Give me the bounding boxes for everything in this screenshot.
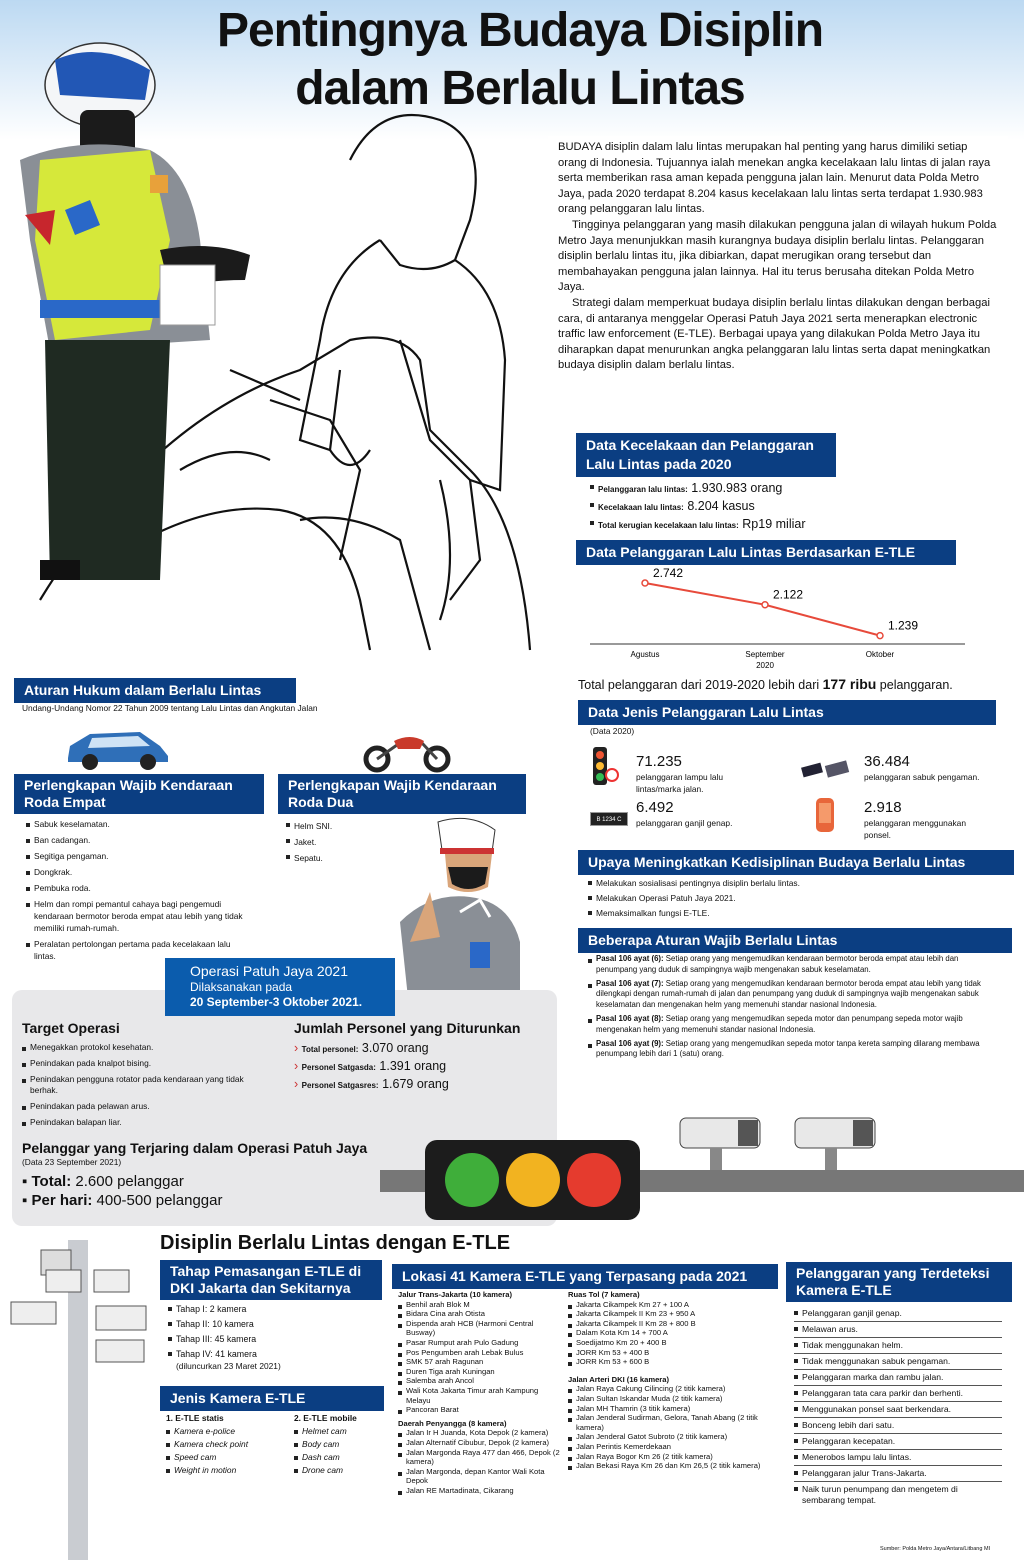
list-item: Segitiga pengaman. [26, 850, 246, 862]
data-2020-list [590, 480, 890, 534]
list-item: Naik turun penumpang dan mengetem di sembarang tempat. [794, 1482, 1002, 1508]
list-item: Pasal 106 ayat (8): Setiap orang yang mengemudikan sepeda motor dan penumpang sepeda motor wajib mengenakan helm yang memenuhi standar nasional Indonesia. [588, 1014, 998, 1036]
list-item: Jalan Margonda Raya 477 dan 466, Depok (2 kamera) [398, 1448, 563, 1467]
list-item: Pembuka roda. [26, 882, 246, 894]
terjaring-row: ▪ Total: 2.600 pelanggar [22, 1173, 184, 1190]
list-item: Jalan Margonda, depan Kantor Wali Kota Depok [398, 1467, 563, 1486]
aturan-wajib-header: Beberapa Aturan Wajib Berlalu Lintas [578, 928, 1012, 953]
list-item: Sabuk keselamatan. [26, 818, 246, 830]
list-item: Wali Kota Jakarta Timur arah Kampung Melayu [398, 1386, 563, 1405]
upaya-header: Upaya Meningkatkan Kedisiplinan Budaya Berlalu Lintas [578, 850, 1014, 875]
list-item: Jalan Bekasi Raya Km 26 dan Km 26,5 (2 titik kamera) [568, 1461, 778, 1471]
list-item: Tahap III: 45 kamera [168, 1332, 378, 1347]
list-item: Speed cam [166, 1451, 286, 1464]
list-item: Salemba arah Ancol [398, 1376, 563, 1386]
jenis-kamera-header: Jenis Kamera E-TLE [160, 1386, 384, 1411]
list-item: Dash cam [294, 1451, 394, 1464]
list-item: Penindakan pada pelawan arus. [22, 1101, 262, 1112]
list-item: Sepatu. [286, 850, 406, 866]
list-item: Jakarta Cikampek II Km 23 + 950 A [568, 1309, 778, 1319]
traffic-light-cameras-illustration [380, 1110, 1024, 1220]
list-item: Pelanggaran jalur Trans-Jakarta. [794, 1466, 1002, 1482]
data-point [877, 633, 883, 639]
camera-pole-illustration [6, 1240, 156, 1560]
list-item: Benhil arah Blok M [398, 1300, 563, 1310]
upaya-list [588, 876, 988, 921]
list-item: Menerobos lampu lalu lintas. [794, 1450, 1002, 1466]
roda4-header: Perlengkapan Wajib Kendaraan Roda Empat [14, 774, 264, 814]
phone-icon [814, 796, 838, 836]
jenis-header: Data Jenis Pelanggaran Lalu Lintas [578, 700, 996, 725]
x-tick-label: September [745, 650, 785, 659]
terjaring: Pelanggar yang Terjaring dalam Operasi Patuh Jaya (Data 23 September 2021) ▪ Total: 2.600 pelanggar ▪ Per hari: 400-500 pelanggar [22, 1140, 422, 1210]
operasi-banner: Operasi Patuh Jaya 2021 Dilaksanakan pada 20 September-3 Oktober 2021. [165, 958, 395, 1016]
data-2020-header: Data Kecelakaan dan Pelanggaran Lalu Lintas pada 2020 [576, 433, 836, 477]
list-item: Jalan Raya Bogor Km 26 (2 titik kamera) [568, 1452, 778, 1462]
x-tick-label: Oktober [865, 650, 895, 659]
list-item: Jalan Alternatif Cibubur, Depok (2 kamera) [398, 1438, 563, 1448]
personel: Jumlah Personel yang Diturunkan › Total personel: 3.070 orang › Personel Satgasda: 1.391 orang › Personel Satgasres: 1.679 orang [294, 1020, 554, 1094]
aturan-wajib-list [588, 954, 998, 1060]
list-item: Peralatan pertolongan pertama pada kecelakaan lalu lintas. [26, 938, 246, 962]
license-plate-icon: B 1234 C [590, 812, 628, 826]
data-label: 1.239 [888, 618, 919, 633]
seatbelt-icon [800, 755, 852, 785]
list-item: Helmet cam [294, 1425, 394, 1438]
list-item: Pasal 106 ayat (7): Setiap orang yang mengemudikan kendaraan bermotor beroda empat atau lebih yang tidak dilengkapi dengan rumah-rumah di jalan dan penumpang yang duduk di sampingnya wajib mengenakan sabuk keselamatan dan mengenakan helm yang memenuhi standar nasional Indonesia. [588, 979, 998, 1011]
list-item: Kamera e-police [166, 1425, 286, 1438]
jenis-item-sabuk: 36.484 pelanggaran sabuk pengaman. [864, 753, 980, 782]
intro-paragraph-1: BUDAYA disiplin dalam lalu lintas merupakan hal penting yang harus dimiliki setiap orang di Indonesia. Tujuannya ialah menekan angka kecelakaan lalu lintas di jalan raya serta memberikan rasa aman kepada pengguna jalan lain. Menurut data Polda Metro Jaya, pada 2020 terdapat 8.204 kasus kecelakaan lalu lintas serta terdapat 1.930.983 orang pelanggaran lalu lintas. [558, 141, 991, 216]
x-year-label: 2020 [756, 661, 774, 670]
hukum-sub: Undang-Undang Nomor 22 Tahun 2009 tentang Lalu Lintas dan Angkutan Jalan [22, 703, 318, 713]
roda2-header: Perlengkapan Wajib Kendaraan Roda Dua [278, 774, 526, 814]
list-item: Duren Tiga arah Kuningan [398, 1367, 563, 1377]
list-item: Jakarta Cikampek II Km 28 + 800 B [568, 1319, 778, 1329]
list-item: SMK 57 arah Ragunan [398, 1357, 563, 1367]
personel-row: › Personel Satgasda: 1.391 orang [294, 1059, 447, 1073]
list-item: Jaket. [286, 834, 406, 850]
list-item: Melawan arus. [794, 1322, 1002, 1338]
lokasi-col-2: Ruas Tol (7 kamera) Jakarta Cikampek Km 27 + 100 A Jakarta Cikampek II Km 23 + 950 A Jakarta Cikampek II Km 28 + 800 B Dalam Kota Km 14 + 700 A Soedijatmo Km 20 + 400 B JORR Km 53 + 400 B JORR Km 53 + 600 B Jalan Arteri DKI (16 kamera) Jalan Raya Cakung Cilincing (2 titik kamera) Jalan Sultan Iskandar Muda (2 titik kamera) Jalan MH Thamrin (3 titik kamera) Jalan Jenderal Sudirman, Gelora, Tanah Abang (2 titik kamera) Jalan Jenderal Gatot Subroto (2 titik kamera) Jalan Perintis Kemerdekaan Jalan Raya Bogor Km 26 (2 titik kamera) Jalan Bekasi Raya Km 26 dan Km 26,5 (2 titik kamera) [568, 1290, 778, 1471]
personel-row: › Total personel: 3.070 orang [294, 1041, 429, 1055]
series-line [645, 583, 880, 636]
list-item: Ban cadangan. [26, 834, 246, 846]
jenis-item-ganjil: 6.492 pelanggaran ganjil genap. [636, 799, 733, 828]
data-2020-row: Total kerugian kecelakaan lalu lintas: Rp19 miliar [590, 516, 890, 534]
list-item: Penindakan balapan liar. [22, 1117, 262, 1128]
jenis-note: (Data 2020) [590, 726, 635, 736]
list-item: Body cam [294, 1438, 394, 1451]
motorcycle-icon [362, 733, 454, 773]
tahap-list [168, 1302, 378, 1362]
x-tick-label: Agustus [630, 650, 660, 659]
list-item: Pelanggaran marka dan rambu jalan. [794, 1370, 1002, 1386]
list-item: Pasal 106 ayat (6): Setiap orang yang mengemudikan kendaraan bermotor beroda empat atau lebih dan penumpang yang duduk di sampingnya wajib mengenakan sabuk keselamatan. [588, 954, 998, 976]
terdeteksi-list [794, 1306, 1002, 1508]
car-icon [60, 726, 175, 772]
list-item: Dispenda arah HCB (Harmoni Central Busway) [398, 1319, 563, 1338]
list-item: Drone cam [294, 1464, 394, 1477]
list-item: Jalan Jenderal Gatot Subroto (2 titik kamera) [568, 1432, 778, 1442]
page-title: Pentingnya Budaya Disiplin dalam Berlalu Lintas [216, 4, 824, 115]
list-item: Menegakkan protokol kesehatan. [22, 1042, 262, 1053]
traffic-light-icon [590, 745, 620, 790]
data-label: 2.122 [773, 587, 804, 602]
list-item: JORR Km 53 + 600 B [568, 1357, 778, 1367]
list-item: Pos Pengumben arah Lebak Bulus [398, 1348, 563, 1358]
terjaring-row: ▪ Per hari: 400-500 pelanggar [22, 1192, 223, 1209]
roda4-list [26, 818, 246, 962]
list-item: Jalan Jenderal Sudirman, Gelora, Tanah Abang (2 titik kamera) [568, 1413, 778, 1432]
list-item: Jalan Perintis Kemerdekaan [568, 1442, 778, 1452]
list-item: Dalam Kota Km 14 + 700 A [568, 1328, 778, 1338]
target-operasi: Target Operasi Menegakkan protokol kesehatan. Penindakan pada knalpot bising. Penindakan pengguna rotator pada kendaraan yang tidak berhak. Penindakan pada pelawan arus. Penindakan balapan liar. [22, 1020, 262, 1128]
data-point [762, 602, 768, 608]
data-2020-row: Pelanggaran lalu lintas: 1.930.983 orang [590, 480, 890, 498]
hukum-header: Aturan Hukum dalam Berlalu Lintas [14, 678, 296, 703]
list-item: Tidak menggunakan helm. [794, 1338, 1002, 1354]
intro-paragraph-2: Tingginya pelanggaran yang masih dilakukan pengguna jalan di wilayah hukum Polda Metro Jaya menunjukkan masih kurangnya budaya disiplin berlalu lintas. Pelanggaran disiplin berlalu lintas itu, jika dibiarkan, dapat merugikan orang tersebut dan membahayakan pengguna jalan lainnya. Hal itu terus berusaha ditekan Polda Metro Jaya. [558, 218, 997, 294]
list-item: Jalan Ir H Juanda, Kota Depok (2 kamera) [398, 1428, 563, 1438]
personel-row: › Personel Satgasres: 1.679 orang [294, 1077, 449, 1091]
list-item: Pancoran Barat [398, 1405, 563, 1415]
list-item: Tahap II: 10 kamera [168, 1317, 378, 1332]
list-item: Pelanggaran kecepatan. [794, 1434, 1002, 1450]
data-point [642, 580, 648, 586]
lokasi-header: Lokasi 41 Kamera E-TLE yang Terpasang pada 2021 [392, 1264, 778, 1289]
list-item: Jakarta Cikampek Km 27 + 100 A [568, 1300, 778, 1310]
list-item: Tidak menggunakan sabuk pengaman. [794, 1354, 1002, 1370]
list-item: Pasar Rumput arah Pulo Gadung [398, 1338, 563, 1348]
list-item: Jalan Sultan Iskandar Muda (2 titik kamera) [568, 1394, 778, 1404]
data-label: 2.742 [653, 566, 684, 581]
list-item: Bidara Cina arah Otista [398, 1309, 563, 1319]
jenis-item-ponsel: 2.918 pelanggaran menggunakan ponsel. [864, 799, 966, 840]
list-item: Jalan RE Martadinata, Cikarang [398, 1486, 563, 1496]
list-item: Pasal 106 ayat (9): Setiap orang yang mengemudikan sepeda motor tanpa kereta samping dilarang membawa penumpang lebih dari 1 (satu) orang. [588, 1039, 998, 1061]
intro-text [548, 136, 1008, 418]
lokasi-col-1: Jalur Trans-Jakarta (10 kamera) Benhil arah Blok M Bidara Cina arah Otista Dispenda arah HCB (Harmoni Central Busway) Pasar Rumput arah Pulo Gadung Pos Pengumben arah Lebak Bulus SMK 57 arah Ragunan Duren Tiga arah Kuningan Salemba arah Ancol Wali Kota Jakarta Timur arah Kampung Melayu Pancoran Barat Daerah Penyangga (8 kamera) Jalan Ir H Juanda, Kota Depok (2 kamera) Jalan Alternatif Cibubur, Depok (2 kamera) Jalan Margonda Raya 477 dan 466, Depok (2 kamera) Jalan Margonda, depan Kantor Wali Kota Depok Jalan RE Martadinata, Cikarang [398, 1290, 563, 1495]
list-item: Helm dan rompi pemantul cahaya bagi pengemudi kendaraan bermotor beroda empat atau lebih yang tidak memiliki rumah-rumah. [26, 898, 246, 934]
list-item: Pelanggaran ganjil genap. [794, 1306, 1002, 1322]
jenis-item-lampu: 71.235 pelanggaran lampu lalu lintas/marka jalan. [636, 753, 724, 794]
terdeteksi-header: Pelanggaran yang Terdeteksi Kamera E-TLE [786, 1262, 1012, 1302]
list-item: Menggunakan ponsel saat berkendara. [794, 1402, 1002, 1418]
list-item: JORR Km 53 + 400 B [568, 1348, 778, 1358]
list-item: Tahap I: 2 kamera [168, 1302, 378, 1317]
list-item: Jalan MH Thamrin (3 titik kamera) [568, 1404, 778, 1414]
total-note: Total pelanggaran dari 2019-2020 lebih dari 177 ribu pelanggaran. [578, 676, 953, 692]
list-item: Bonceng lebih dari satu. [794, 1418, 1002, 1434]
source-note: Sumber: Polda Metro Jaya/Antara/Litbang MI [880, 1546, 991, 1552]
list-item: Kamera check point [166, 1438, 286, 1451]
list-item: Pelanggaran tata cara parkir dan berhenti. [794, 1386, 1002, 1402]
kamera-mobile: 2. E-TLE mobile Helmet cam Body cam Dash cam Drone cam [294, 1412, 394, 1477]
intro-paragraph-3: Strategi dalam memperkuat budaya disiplin berlalu lintas dilakukan dengan berbagai cara, di antaranya menggelar Operasi Patuh Jaya 2021 serta menerapkan electronic traffic law enforcement (E-TLE). Berbagai upaya yang dilakukan Polda Metro Jaya itu diharapkan dapat menurunkan angka pelanggaran lalu lintas serta dapat meningkatkan budaya disiplin dalam berlalu lintas. [558, 296, 991, 372]
kamera-statis: 1. E-TLE statis Kamera e-police Kamera check point Speed cam Weight in motion [166, 1412, 286, 1477]
list-item: Tahap IV: 41 kamera [168, 1347, 378, 1362]
etle-line-chart [580, 566, 980, 676]
list-item: Memaksimalkan fungsi E-TLE. [588, 906, 988, 921]
tahap-header: Tahap Pemasangan E-TLE di DKI Jakarta dan Sekitarnya [160, 1260, 382, 1300]
police-rider-illustration [0, 40, 550, 660]
list-item: Weight in motion [166, 1464, 286, 1477]
list-item: Penindakan pada knalpot bising. [22, 1058, 262, 1069]
data-2020-row: Kecelakaan lalu lintas: 8.204 kasus [590, 498, 890, 516]
list-item: Dongkrak. [26, 866, 246, 878]
list-item: Melakukan sosialisasi pentingnya disiplin berlalu lintas. [588, 876, 988, 891]
list-item: Soedijatmo Km 20 + 400 B [568, 1338, 778, 1348]
etle-chart-header: Data Pelanggaran Lalu Lintas Berdasarkan E-TLE [576, 540, 956, 565]
list-item: Jalan Raya Cakung Cilincing (2 titik kamera) [568, 1384, 778, 1394]
tahap-note: (diluncurkan 23 Maret 2021) [176, 1361, 281, 1371]
list-item: Penindakan pengguna rotator pada kendaraan yang tidak berhak. [22, 1074, 262, 1096]
etle-section-title: Disiplin Berlalu Lintas dengan E-TLE [160, 1232, 511, 1254]
list-item: Helm SNI. [286, 818, 406, 834]
list-item: Melakukan Operasi Patuh Jaya 2021. [588, 891, 988, 906]
